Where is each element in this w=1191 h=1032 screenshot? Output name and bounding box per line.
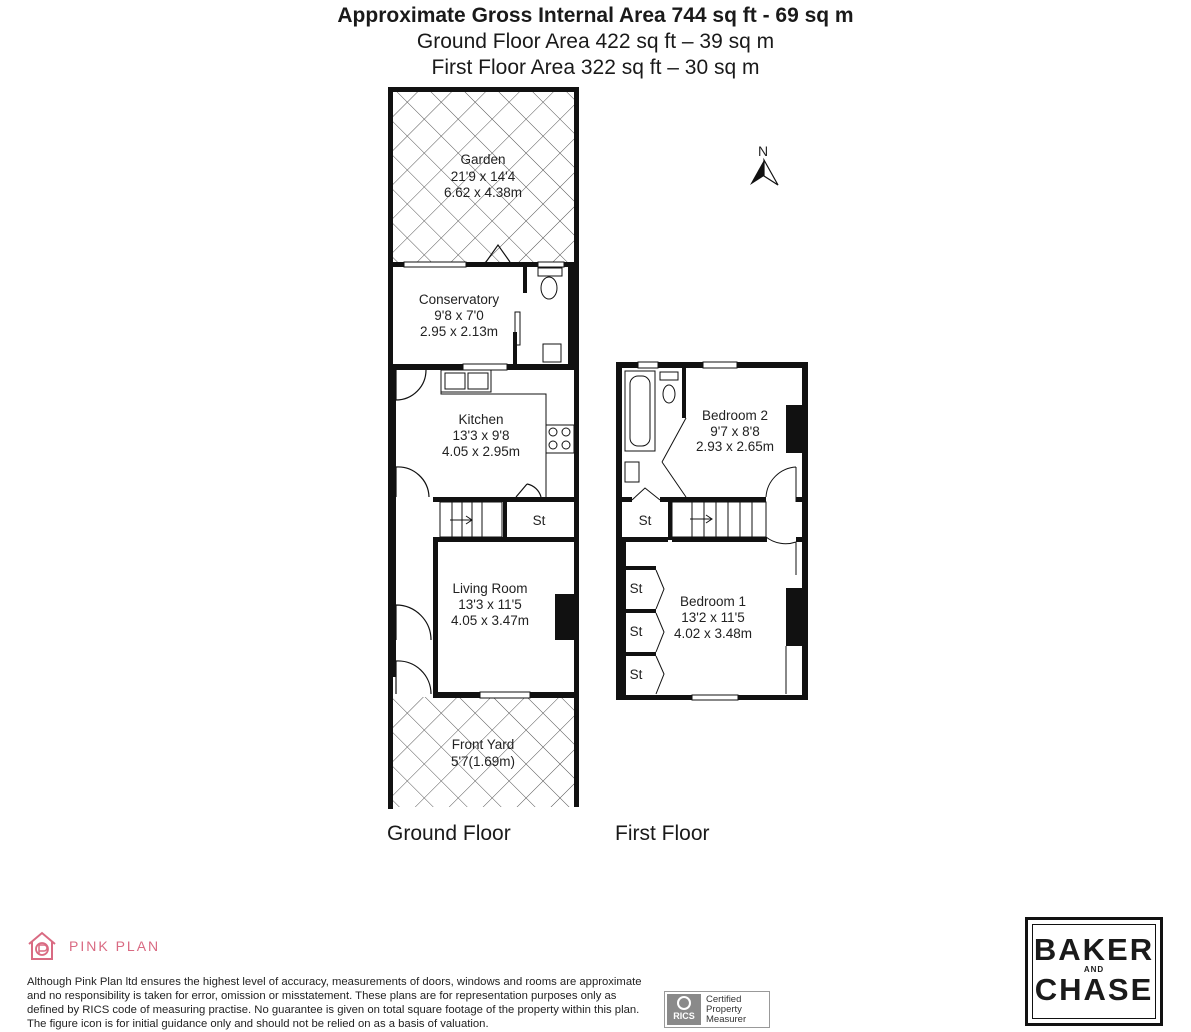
garden-metric: 6.62 x 4.38m (443, 185, 523, 200)
agent-line-1: BAKER (1033, 932, 1155, 967)
bedroom-1-metric: 4.02 x 3.48m (673, 626, 753, 641)
baker-and-chase-logo (1025, 917, 1163, 1026)
conservatory-name: Conservatory (418, 292, 500, 307)
first-floor-label: First Floor (615, 822, 710, 845)
pink-plan-logo-icon (26, 930, 58, 962)
agent-and: AND (1083, 965, 1105, 974)
disclaimer-text: Although Pink Plan ltd ensures the highest level of accuracy, measurements of doors, windows and rooms are approximate and no responsibility is taken for error, omission or misstatement. These plans are for representation purposes only as defined by RICS code of measuring practise. No guarantee is given on total square footage of the property within this plan. The figure icon is for initial guidance only and should not be relied on as a basis of valuation. (27, 976, 642, 1030)
conservatory-imperial: 9'8 x 7'0 (434, 308, 484, 323)
rics-text-1: Certified (706, 994, 742, 1005)
compass-label: N (757, 143, 769, 159)
first-floor-area: First Floor Area 322 sq ft – 30 sq m (431, 56, 760, 79)
conservatory-metric: 2.95 x 2.13m (419, 324, 499, 339)
cupboard-1-label: St (629, 581, 643, 596)
front-yard-area (392, 697, 575, 807)
bedroom-2-name: Bedroom 2 (701, 408, 769, 423)
bedroom-2-metric: 2.93 x 2.65m (695, 439, 775, 454)
bedroom-2-imperial: 9'7 x 8'8 (710, 424, 760, 439)
north-compass-icon (750, 143, 778, 185)
garden-imperial: 21'9 x 14'4 (450, 169, 516, 184)
front-yard-dimension: 5'7(1.69m) (450, 754, 516, 769)
rics-text-2: Property (706, 1004, 742, 1015)
ground-floor-label: Ground Floor (387, 822, 511, 845)
total-area-title: Approximate Gross Internal Area 744 sq ft - 69 sq m (337, 4, 854, 27)
rics-text-3: Measurer (706, 1014, 747, 1025)
landing-store-label: St (638, 513, 652, 528)
living-room-name: Living Room (452, 581, 528, 596)
pink-plan-brand: PINK PLAN (69, 938, 161, 954)
agent-line-2: CHASE (1034, 972, 1154, 1007)
kitchen-imperial: 13'3 x 9'8 (452, 428, 510, 443)
living-room-metric: 4.05 x 3.47m (450, 613, 530, 628)
bedroom-1-imperial: 13'2 x 11'5 (681, 610, 745, 625)
front-yard-name: Front Yard (451, 737, 515, 752)
bedroom-1-name: Bedroom 1 (679, 594, 747, 609)
living-room-imperial: 13'3 x 11'5 (458, 597, 522, 612)
garden-name: Garden (460, 152, 506, 167)
rics-badge (664, 991, 770, 1028)
ground-store-label: St (532, 513, 546, 528)
ground-floor-area: Ground Floor Area 422 sq ft – 39 sq m (416, 30, 775, 53)
ground-floor-plan (388, 87, 579, 809)
cupboard-2-label: St (629, 624, 643, 639)
kitchen-name: Kitchen (458, 412, 504, 427)
cupboard-3-label: St (629, 667, 643, 682)
first-floor-plan (616, 362, 808, 700)
kitchen-metric: 4.05 x 2.95m (441, 444, 521, 459)
rics-mark-text: RICS (673, 1011, 695, 1021)
rics-logo-icon (667, 994, 701, 1025)
